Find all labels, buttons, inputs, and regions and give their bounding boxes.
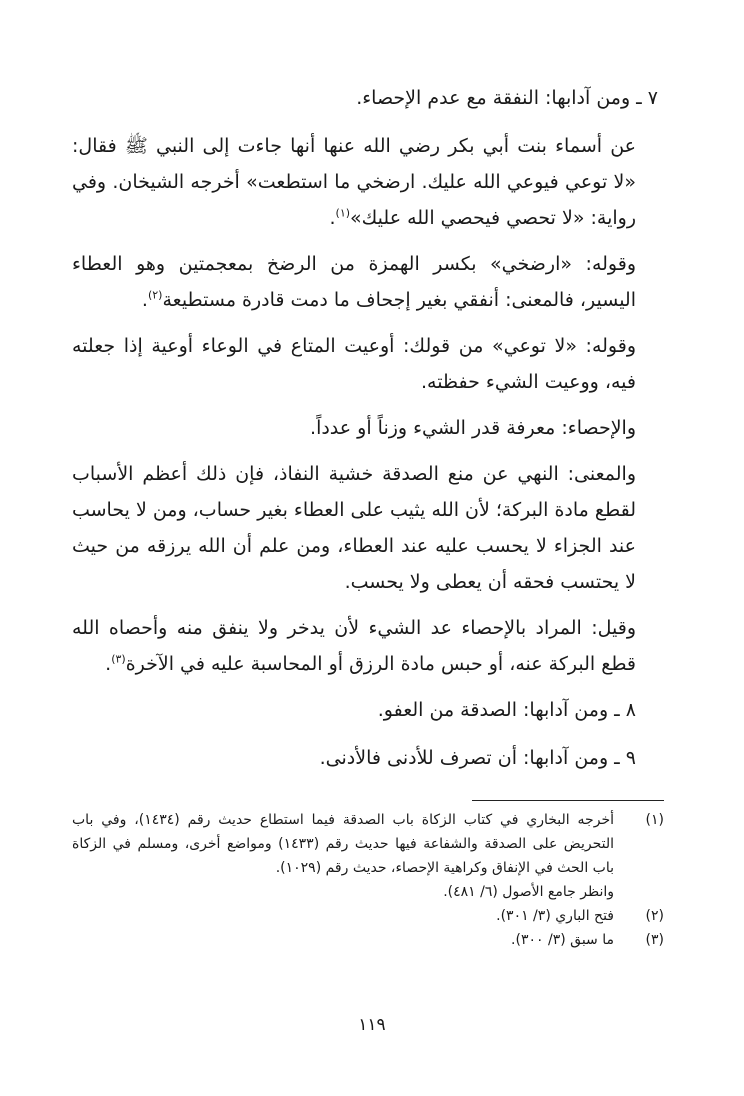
footnote-ref-3[interactable]: (٣) <box>111 652 126 666</box>
irdakhi-text: وقوله: «ارضخي» بكسر الهمزة من الرضخ بمعجمتين وهو العطاء اليسير، فالمعنى: أنفقي بغير إجحاف ما دمت قادرة مستطيعة <box>72 253 636 311</box>
section-8-heading: ٨ ـ ومن آدابها: الصدقة من العفو. <box>377 699 636 721</box>
footnote-extra: وانظر جامع الأصول (٦/ ٤٨١). <box>443 884 614 900</box>
qila-end: . <box>105 653 112 675</box>
footnotes-section <box>72 808 664 952</box>
main-text-body <box>72 80 664 788</box>
footnote-number: (١) <box>645 812 664 828</box>
section-9-heading: ٩ ـ ومن آدابها: أن تصرف للأدنى فالأدنى. <box>319 747 636 769</box>
footnote-ref-1[interactable]: (١) <box>335 206 351 220</box>
page-number: ١١٩ <box>358 1015 386 1035</box>
hadith-text: عن أسماء بنت أبي بكر رضي الله عنها أنها جاءت إلى النبي ﷺ فقال: «لا توعي فيوعي الله عليك. ارضخي ما استطعت» أخرجه الشيخان. وفي رواية: «لا تحصي فيحصي الله عليك» <box>72 135 636 229</box>
hadith-paragraph <box>72 128 664 236</box>
footnote-text: أخرجه البخاري في كتاب الزكاة باب الصدقة فيما استطاع حديث رقم (١٤٣٤)، وفي باب التحريض على الصدقة والشفاعة فيها حديث رقم (١٤٣٣) ومواضع أخرى، ومسلم في الزكاة باب الحث في الإنفاق وكراهية الإحصاء، حديث رقم (١٠٢٩). <box>72 812 614 876</box>
hadith-end: . <box>329 207 336 229</box>
footnote-text: ما سبق (٣/ ٣٠٠). <box>511 932 614 948</box>
section-7-heading: ٧ ـ ومن آدابها: النفقة مع عدم الإحصاء. <box>356 87 658 109</box>
footnote-text: فتح الباري (٣/ ٣٠١). <box>496 908 614 924</box>
footnote-2 <box>72 904 664 928</box>
footnote-3 <box>72 928 664 952</box>
footnote-number: (٣) <box>645 932 664 948</box>
ihsa-paragraph: والإحصاء: معرفة قدر الشيء وزناً أو عدداً. <box>310 417 636 439</box>
footnote-ref-2[interactable]: (٢) <box>147 288 163 302</box>
meaning-paragraph: والمعنى: النهي عن منع الصدقة خشية النفاذ، فإن ذلك أعظم الأسباب لقطع مادة البركة؛ لأن الله يثيب على العطاء بغير حساب، ومن لا يحاسب عند الجزاء لا يحسب عليه عند العطاء، ومن علم أن الله يرزقه من حيث لا يحتسب فحقه أن يعطى ولا يحسب. <box>71 463 636 593</box>
qila-paragraph <box>72 610 664 682</box>
footnote-divider <box>472 800 664 801</box>
qila-text: وقيل: المراد بالإحصاء عد الشيء لأن يدخر ولا ينفق منه وأحصاه الله قطع البركة عنه، أو حبس مادة الرزق أو المحاسبة عليه في الآخرة <box>72 617 636 675</box>
footnote-1 <box>72 808 664 904</box>
tui-paragraph: وقوله: «لا توعي» من قولك: أوعيت المتاع في الوعاء أوعية إذا جعلته فيه، ووعيت الشيء حفظته. <box>72 335 636 393</box>
irdakhi-end: . <box>141 289 148 311</box>
irdakhi-paragraph <box>72 246 664 318</box>
footnote-number: (٢) <box>645 908 664 924</box>
